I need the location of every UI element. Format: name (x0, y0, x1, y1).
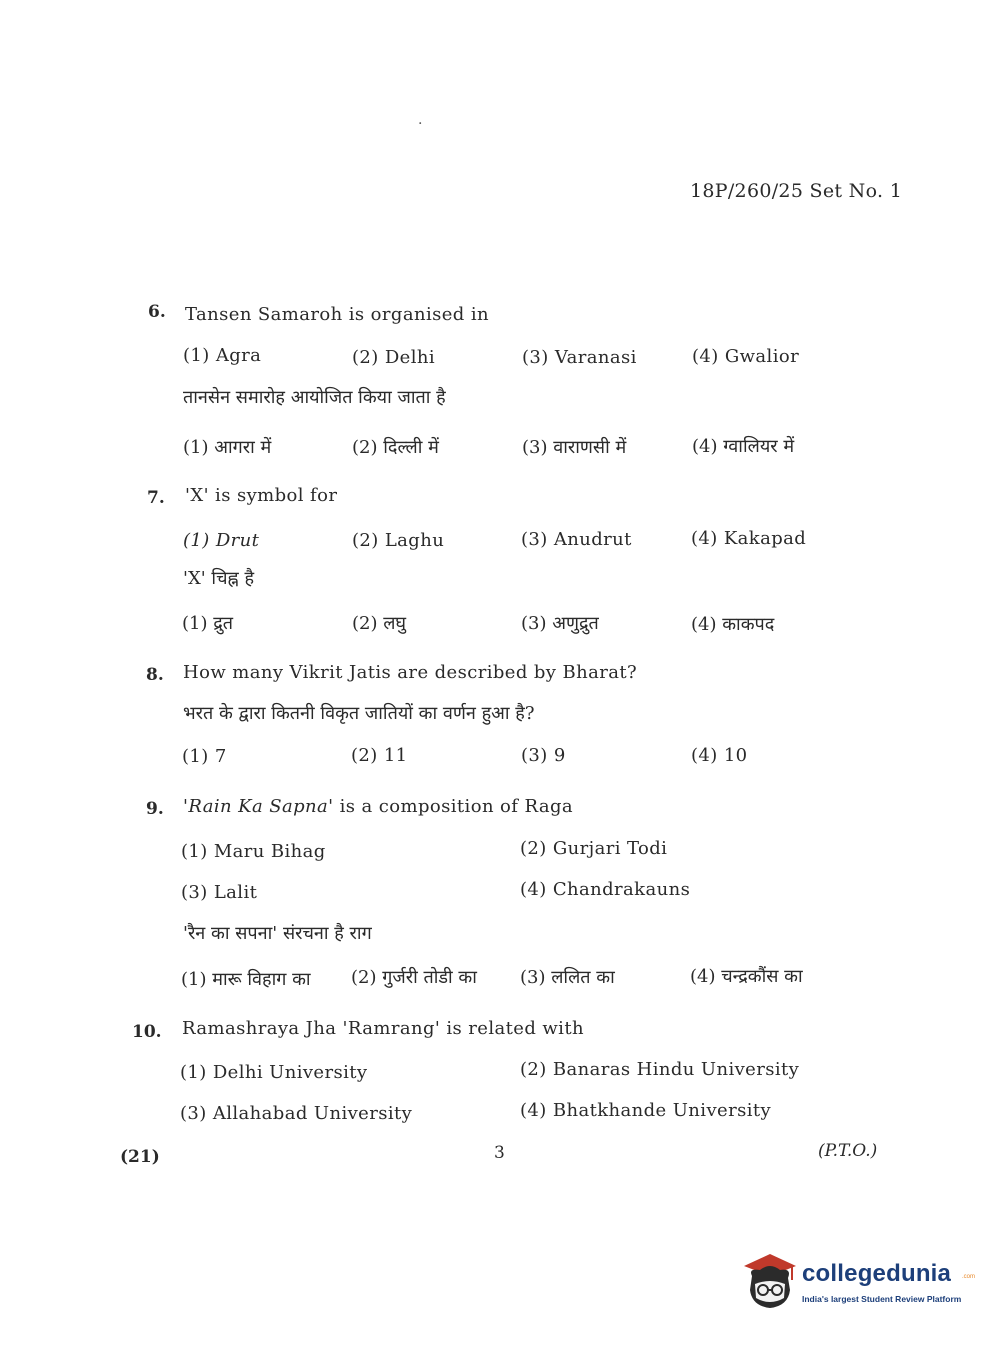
q10-option-4: (4) Bhatkhande University (520, 1100, 772, 1121)
q9-option-2-en: (2) Gurjari Todi (520, 838, 668, 859)
q8-option-3: (3) 9 (521, 745, 566, 766)
footer-code: (21) (120, 1147, 160, 1167)
q8-option-1: (1) 7 (182, 746, 227, 767)
q7-option-4-hi: (4) काकपद (691, 614, 775, 635)
q8-option-4: (4) 10 (691, 745, 748, 766)
q7-option-2-en: (2) Laghu (352, 530, 445, 551)
question-7-text-hi: 'X' चिह्न है (183, 568, 255, 589)
question-8-text-en: How many Vikrit Jatis are described by Bharat? (183, 662, 638, 683)
composition-title: 'Rain Ka Sapna' (183, 796, 334, 817)
q8-option-2: (2) 11 (351, 745, 408, 766)
question-8-number: 8. (146, 665, 164, 685)
question-6-number: 6. (148, 302, 166, 322)
q7-option-3-en: (3) Anudrut (521, 529, 632, 550)
q9-option-4-en: (4) Chandrakauns (520, 879, 691, 900)
page-number: 3 (494, 1143, 505, 1163)
q10-option-2: (2) Banaras Hindu University (520, 1059, 800, 1080)
q9-option-1-en: (1) Maru Bihag (181, 841, 326, 862)
q6-option-1-hi: (1) आगरा में (183, 437, 272, 458)
q7-option-2-hi: (2) लघु (352, 613, 407, 634)
q6-option-2-en: (2) Delhi (352, 347, 436, 368)
q10-option-1: (1) Delhi University (180, 1062, 368, 1083)
q6-option-3-en: (3) Varanasi (522, 347, 637, 368)
question-9-text-hi: 'रैन का सपना' संरचना है राग (183, 923, 372, 944)
q6-option-3-hi: (3) वाराणसी में (522, 437, 627, 458)
question-10-number: 10. (132, 1022, 162, 1042)
question-6-text-en: Tansen Samaroh is organised in (185, 304, 489, 325)
paper-code: 18P/260/25 Set No. 1 (690, 180, 903, 202)
question-7-text-en: 'X' is symbol for (185, 485, 338, 506)
q6-option-4-en: (4) Gwalior (692, 346, 800, 367)
question-10-text-en: Ramashraya Jha 'Ramrang' is related with (182, 1018, 584, 1039)
question-8-text-hi: भरत के द्वारा कितनी विकृत जातियों का वर्णन हुआ है? (183, 703, 535, 724)
question-6-text-hi: तानसेन समारोह आयोजित किया जाता है (183, 387, 446, 408)
q6-option-1-en: (1) Agra (183, 345, 262, 366)
q7-option-3-hi: (3) अणुद्रुत (521, 613, 599, 634)
question-9-number: 9. (146, 799, 164, 819)
question-7-number: 7. (147, 488, 165, 508)
q6-option-4-hi: (4) ग्वालियर में (692, 436, 795, 457)
q9-option-1-hi: (1) मारू विहाग का (181, 969, 311, 990)
logo-tagline: India's largest Student Review Platform (802, 1294, 962, 1304)
q7-option-1-en: (1) Drut (183, 530, 260, 551)
question-9-text-en (183, 796, 573, 817)
q9-option-4-hi: (4) चन्द्रकौंस का (690, 966, 803, 987)
logo-suffix: .com (962, 1274, 976, 1280)
q9-option-3-en: (3) Lalit (181, 882, 258, 903)
q9-option-3-hi: (3) ललित का (520, 967, 615, 988)
stray-dot: . (418, 112, 423, 128)
q6-option-2-hi: (2) दिल्ली में (352, 437, 439, 458)
collegedunia-logo (740, 1250, 976, 1315)
q7-option-4-en: (4) Kakapad (691, 528, 807, 549)
q9-option-2-hi: (2) गुर्जरी तोडी का (351, 967, 477, 988)
question-9-text-rest: is a composition of Raga (333, 796, 574, 817)
q7-option-1-hi: (1) द्रुत (182, 613, 234, 634)
logo-wordmark: collegedunia (802, 1260, 952, 1287)
q10-option-3: (3) Allahabad University (180, 1103, 413, 1124)
pto-label: (P.T.O.) (818, 1141, 878, 1161)
mascot-icon (740, 1250, 800, 1314)
